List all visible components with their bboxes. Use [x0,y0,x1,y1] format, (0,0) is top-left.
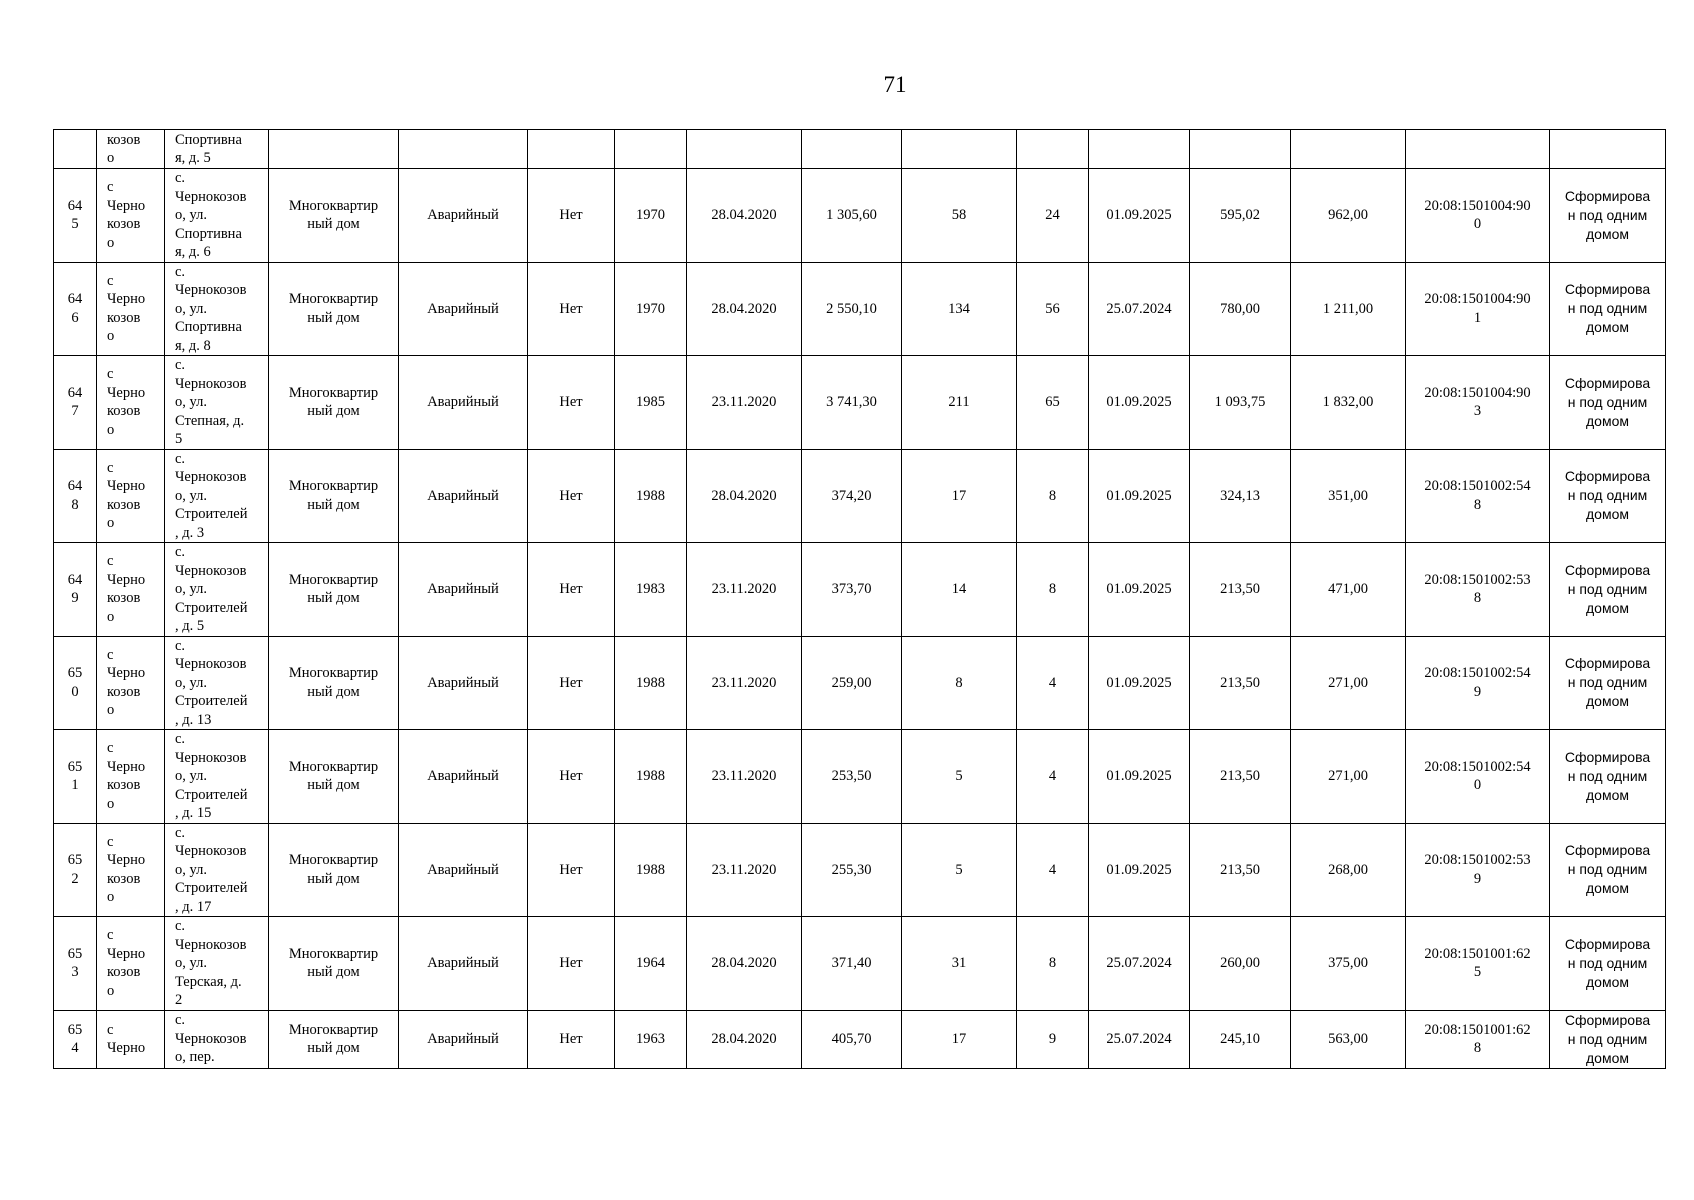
cell-year: 1963 [615,1010,687,1068]
cell-state: Аварийный [399,636,528,730]
cell-area2: 213,50 [1190,730,1291,824]
cell-state: Аварийный [399,449,528,543]
cell-units: 9 [1017,1010,1089,1068]
cell-type: Многоквартир ный дом [269,356,399,450]
cell-area3: 962,00 [1291,169,1406,263]
cell-area: 374,20 [802,449,902,543]
cell-settlement: с Черно козов о [97,169,165,263]
cell-units: 4 [1017,730,1089,824]
cell-residents: 211 [902,356,1017,450]
cell-flag: Нет [528,449,615,543]
cell-note: Сформирова н под одним домом [1550,169,1666,263]
cell-area: 371,40 [802,917,902,1011]
cell-area2: 324,13 [1190,449,1291,543]
table-row [54,449,1666,543]
cell-state: Аварийный [399,169,528,263]
table-row [54,169,1666,263]
cell-note: Сформирова н под одним домом [1550,917,1666,1011]
cell-address: с. Чернокозов о, ул. Строителей , д. 15 [165,730,269,824]
cell-type: Многоквартир ный дом [269,262,399,356]
cell-num: 64 7 [54,356,97,450]
cell-date: 23.11.2020 [687,823,802,917]
cell-settlement: с Черно козов о [97,356,165,450]
cell-num: 65 3 [54,917,97,1011]
cell-settlement: с Черно козов о [97,917,165,1011]
cell-state: Аварийный [399,1010,528,1068]
cell-state: Аварийный [399,917,528,1011]
cell-deadline: 01.09.2025 [1089,636,1190,730]
page-number: 71 [883,72,907,97]
cell-flag: Нет [528,356,615,450]
cell-area3: 271,00 [1291,636,1406,730]
cell-residents: 31 [902,917,1017,1011]
cell-area3: 471,00 [1291,543,1406,637]
cell-type: Многоквартир ный дом [269,917,399,1011]
cell-settlement: с Черно козов о [97,636,165,730]
cell-settlement: с Черно козов о [97,543,165,637]
cell-num: 64 5 [54,169,97,263]
cell-type: Многоквартир ный дом [269,1010,399,1068]
cell-deadline: 01.09.2025 [1089,730,1190,824]
table-row [54,917,1666,1011]
cell-area: 253,50 [802,730,902,824]
cell-area: 2 550,10 [802,262,902,356]
cell-num: 65 0 [54,636,97,730]
cell-residents: 14 [902,543,1017,637]
cell-units: 8 [1017,449,1089,543]
cell-address: с. Чернокозов о, ул. Строителей , д. 5 [165,543,269,637]
cell-year: 1988 [615,823,687,917]
cell-date: 23.11.2020 [687,543,802,637]
cell-num: 65 1 [54,730,97,824]
cell-deadline [1089,130,1190,169]
table-row [54,730,1666,824]
cell-note: Сформирова н под одним домом [1550,543,1666,637]
cell-flag: Нет [528,1010,615,1068]
cell-num [54,130,97,169]
cell-cadastral: 20:08:1501002:54 8 [1406,449,1550,543]
cell-settlement: с Черно козов о [97,730,165,824]
cell-note: Сформирова н под одним домом [1550,262,1666,356]
cell-address: с. Чернокозов о, ул. Строителей , д. 3 [165,449,269,543]
cell-note: Сформирова н под одним домом [1550,449,1666,543]
cell-units: 8 [1017,917,1089,1011]
cell-address: с. Чернокозов о, ул. Терская, д. 2 [165,917,269,1011]
cell-units: 4 [1017,823,1089,917]
cell-year: 1988 [615,636,687,730]
cell-year: 1970 [615,169,687,263]
cell-settlement: с Черно козов о [97,449,165,543]
cell-cadastral: 20:08:1501004:90 3 [1406,356,1550,450]
cell-units: 4 [1017,636,1089,730]
cell-area: 3 741,30 [802,356,902,450]
table-row-continuation [54,130,1666,169]
cell-units: 56 [1017,262,1089,356]
table-row [54,262,1666,356]
cell-type: Многоквартир ный дом [269,169,399,263]
table-row [54,823,1666,917]
cell-year: 1970 [615,262,687,356]
cell-cadastral: 20:08:1501001:62 5 [1406,917,1550,1011]
cell-deadline: 25.07.2024 [1089,262,1190,356]
cell-deadline: 01.09.2025 [1089,356,1190,450]
cell-address: с. Чернокозов о, ул. Степная, д. 5 [165,356,269,450]
cell-cadastral: 20:08:1501002:53 9 [1406,823,1550,917]
cell-deadline: 25.07.2024 [1089,1010,1190,1068]
cell-date: 23.11.2020 [687,356,802,450]
cell-residents: 5 [902,823,1017,917]
cell-date: 23.11.2020 [687,636,802,730]
cell-flag: Нет [528,169,615,263]
cell-units: 24 [1017,169,1089,263]
cell-address: Спортивна я, д. 5 [165,130,269,169]
cell-area3: 375,00 [1291,917,1406,1011]
cell-area3: 351,00 [1291,449,1406,543]
table-row [54,543,1666,637]
cell-area3: 271,00 [1291,730,1406,824]
cell-residents: 17 [902,449,1017,543]
cell-settlement: с Черно козов о [97,262,165,356]
cell-area: 1 305,60 [802,169,902,263]
cell-type: Многоквартир ный дом [269,730,399,824]
cell-state: Аварийный [399,543,528,637]
cell-type: Многоквартир ный дом [269,823,399,917]
cell-year: 1985 [615,356,687,450]
cell-note: Сформирова н под одним домом [1550,730,1666,824]
cell-date: 23.11.2020 [687,730,802,824]
cell-date [687,130,802,169]
cell-flag: Нет [528,730,615,824]
cell-year [615,130,687,169]
cell-area2 [1190,130,1291,169]
cell-cadastral: 20:08:1501002:54 9 [1406,636,1550,730]
cell-state [399,130,528,169]
cell-area: 405,70 [802,1010,902,1068]
cell-num: 65 4 [54,1010,97,1068]
cell-cadastral: 20:08:1501002:54 0 [1406,730,1550,824]
cell-state: Аварийный [399,823,528,917]
cell-area2: 245,10 [1190,1010,1291,1068]
cell-deadline: 01.09.2025 [1089,449,1190,543]
cell-cadastral: 20:08:1501002:53 8 [1406,543,1550,637]
cell-area2: 213,50 [1190,636,1291,730]
cell-residents [902,130,1017,169]
cell-cadastral [1406,130,1550,169]
cell-flag: Нет [528,917,615,1011]
cell-area2: 1 093,75 [1190,356,1291,450]
cell-area3 [1291,130,1406,169]
cell-units: 8 [1017,543,1089,637]
cell-state: Аварийный [399,730,528,824]
cell-units [1017,130,1089,169]
cell-area: 259,00 [802,636,902,730]
cell-address: с. Чернокозов о, ул. Строителей , д. 13 [165,636,269,730]
cell-note [1550,130,1666,169]
cell-deadline: 01.09.2025 [1089,543,1190,637]
cell-num: 65 2 [54,823,97,917]
cell-area2: 213,50 [1190,823,1291,917]
cell-address: с. Чернокозов о, ул. Спортивна я, д. 8 [165,262,269,356]
cell-year: 1988 [615,449,687,543]
cell-cadastral: 20:08:1501004:90 0 [1406,169,1550,263]
cell-residents: 8 [902,636,1017,730]
cell-deadline: 01.09.2025 [1089,823,1190,917]
cell-settlement: козов о [97,130,165,169]
cell-units: 65 [1017,356,1089,450]
cell-settlement: с Черно [97,1010,165,1068]
cell-address: с. Чернокозов о, пер. [165,1010,269,1068]
cell-area2: 260,00 [1190,917,1291,1011]
cell-date: 28.04.2020 [687,262,802,356]
cell-flag: Нет [528,543,615,637]
cell-area [802,130,902,169]
cell-flag: Нет [528,262,615,356]
cell-note: Сформирова н под одним домом [1550,823,1666,917]
cell-note: Сформирова н под одним домом [1550,1010,1666,1068]
cell-cadastral: 20:08:1501004:90 1 [1406,262,1550,356]
cell-date: 28.04.2020 [687,917,802,1011]
cell-flag: Нет [528,823,615,917]
cell-num: 64 8 [54,449,97,543]
cell-area2: 213,50 [1190,543,1291,637]
table-row [54,356,1666,450]
cell-area: 255,30 [802,823,902,917]
cell-settlement: с Черно козов о [97,823,165,917]
cell-state: Аварийный [399,262,528,356]
cell-year: 1964 [615,917,687,1011]
housing-registry-table [53,129,1666,1069]
cell-area: 373,70 [802,543,902,637]
cell-date: 28.04.2020 [687,169,802,263]
cell-residents: 58 [902,169,1017,263]
cell-num: 64 9 [54,543,97,637]
cell-deadline: 25.07.2024 [1089,917,1190,1011]
cell-type: Многоквартир ный дом [269,543,399,637]
cell-note: Сформирова н под одним домом [1550,636,1666,730]
cell-deadline: 01.09.2025 [1089,169,1190,263]
cell-flag [528,130,615,169]
cell-address: с. Чернокозов о, ул. Спортивна я, д. 6 [165,169,269,263]
cell-residents: 5 [902,730,1017,824]
cell-cadastral: 20:08:1501001:62 8 [1406,1010,1550,1068]
cell-area2: 780,00 [1190,262,1291,356]
table-row [54,636,1666,730]
cell-residents: 17 [902,1010,1017,1068]
cell-num: 64 6 [54,262,97,356]
cell-year: 1988 [615,730,687,824]
cell-area3: 1 832,00 [1291,356,1406,450]
cell-address: с. Чернокозов о, ул. Строителей , д. 17 [165,823,269,917]
cell-type: Многоквартир ный дом [269,449,399,543]
cell-residents: 134 [902,262,1017,356]
cell-area3: 1 211,00 [1291,262,1406,356]
table-row [54,1010,1666,1068]
cell-area3: 563,00 [1291,1010,1406,1068]
cell-flag: Нет [528,636,615,730]
table-body [54,130,1666,1069]
cell-year: 1983 [615,543,687,637]
cell-date: 28.04.2020 [687,1010,802,1068]
cell-type [269,130,399,169]
cell-area3: 268,00 [1291,823,1406,917]
cell-type: Многоквартир ный дом [269,636,399,730]
cell-date: 28.04.2020 [687,449,802,543]
cell-note: Сформирова н под одним домом [1550,356,1666,450]
cell-state: Аварийный [399,356,528,450]
cell-area2: 595,02 [1190,169,1291,263]
